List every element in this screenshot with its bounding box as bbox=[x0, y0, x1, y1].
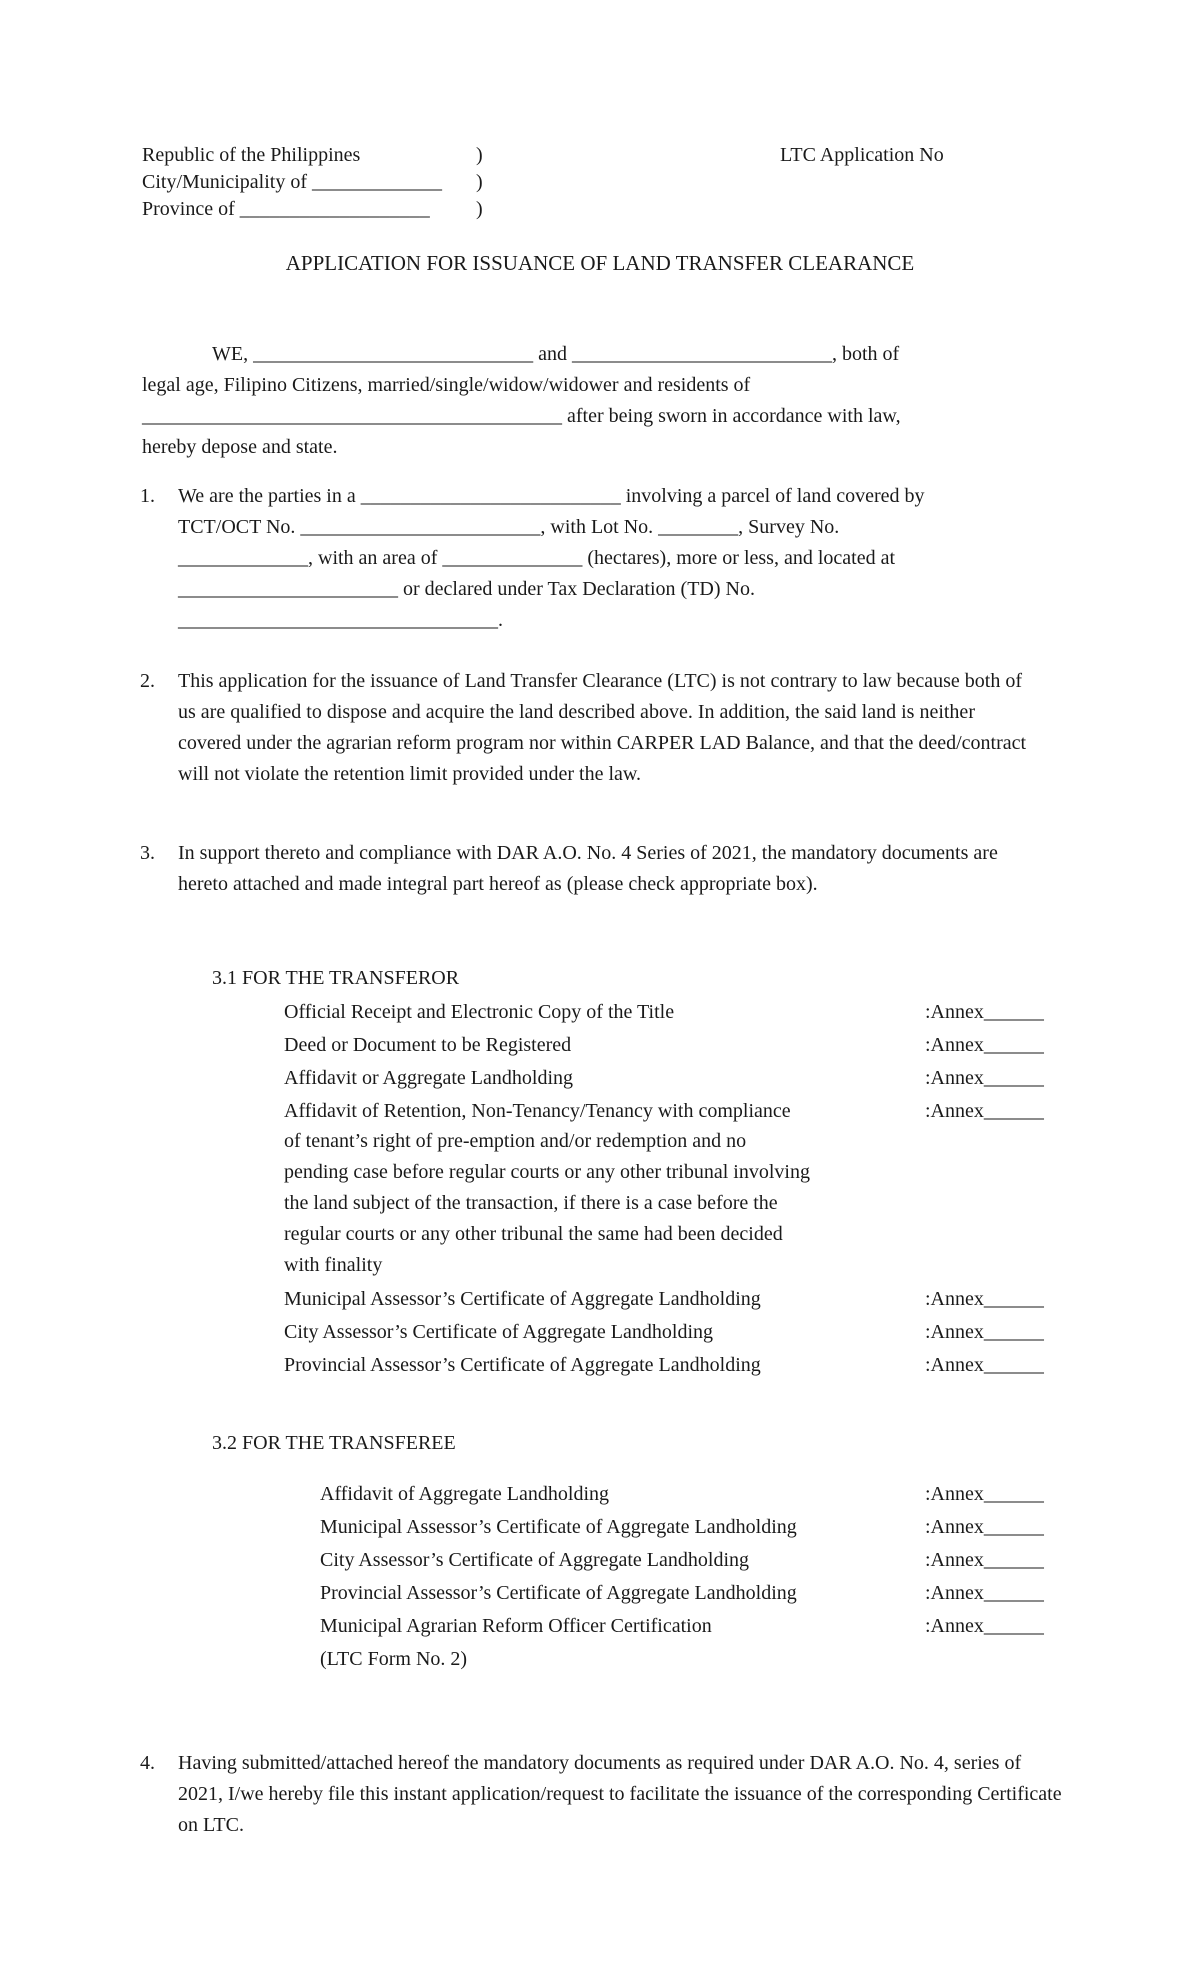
annex-blank[interactable]: :Annex______ bbox=[925, 1615, 1044, 1637]
item-line: ______________________ or declared under Tax Declaration (TD) No. bbox=[178, 578, 755, 600]
annex-blank[interactable]: :Annex______ bbox=[925, 1483, 1044, 1505]
annex-blank[interactable]: :Annex______ bbox=[925, 1321, 1044, 1343]
document-title: APPLICATION FOR ISSUANCE OF LAND TRANSFER CLEARANCE bbox=[285, 251, 915, 275]
transferor-doc: Deed or Document to be Registered bbox=[284, 1034, 572, 1056]
transferor-doc-continued: with finality bbox=[284, 1254, 383, 1276]
application-number-label: LTC Application No bbox=[780, 144, 944, 166]
item-line: ________________________________. bbox=[178, 609, 503, 631]
item-text: Having submitted/attached hereof the mandatory documents as required under DAR A.O. No. 4, series of 2021, I/we hereby file this instant application/request to facilitate the issuance of the corresponding Certificate on LTC. bbox=[178, 1752, 1062, 1836]
item-number: 4. bbox=[140, 1752, 155, 1774]
item-line: TCT/OCT No. ________________________, with Lot No. ________, Survey No. bbox=[178, 516, 840, 538]
transferor-doc: Affidavit of Retention, Non-Tenancy/Tenancy with compliance bbox=[284, 1100, 791, 1122]
intro-line: hereby depose and state. bbox=[142, 436, 338, 458]
intro-line: WE, ____________________________ and __________________________, both of bbox=[212, 343, 900, 365]
section-heading-transferee: 3.2 FOR THE TRANSFEREE bbox=[212, 1432, 456, 1454]
transferee-doc: Municipal Agrarian Reform Officer Certification bbox=[320, 1615, 712, 1637]
item-text: In support thereto and compliance with DAR A.O. No. 4 Series of 2021, the mandatory documents are hereto attached and made integral part hereof as (please check appropriate box). bbox=[178, 842, 998, 895]
transferee-doc: Provincial Assessor’s Certificate of Aggregate Landholding bbox=[320, 1582, 797, 1604]
transferee-doc: City Assessor’s Certificate of Aggregate Landholding bbox=[320, 1549, 749, 1571]
transferor-doc-continued: regular courts or any other tribunal the same had been decided bbox=[284, 1223, 783, 1245]
header-province: Province of ___________________ bbox=[142, 198, 430, 220]
transferor-doc-continued: pending case before regular courts or any other tribunal involving bbox=[284, 1161, 810, 1183]
transferor-doc: Official Receipt and Electronic Copy of the Title bbox=[284, 1001, 675, 1023]
intro-line: __________________________________________ after being sworn in accordance with law, bbox=[142, 405, 901, 427]
transferee-doc: Affidavit of Aggregate Landholding bbox=[320, 1483, 610, 1505]
annex-blank[interactable]: :Annex______ bbox=[925, 1516, 1044, 1538]
item-line: We are the parties in a __________________________ involving a parcel of land covered by bbox=[178, 485, 925, 507]
header-paren: ) bbox=[476, 144, 483, 166]
annex-blank[interactable]: :Annex______ bbox=[925, 1582, 1044, 1604]
annex-blank[interactable]: :Annex______ bbox=[925, 1549, 1044, 1571]
item-number: 2. bbox=[140, 670, 155, 692]
transferee-doc-continued: (LTC Form No. 2) bbox=[320, 1648, 468, 1670]
header-paren: ) bbox=[476, 171, 483, 193]
header-paren: ) bbox=[476, 198, 483, 220]
annex-blank[interactable]: :Annex______ bbox=[925, 1288, 1044, 1310]
annex-blank[interactable]: :Annex______ bbox=[925, 1001, 1044, 1023]
transferor-doc: Municipal Assessor’s Certificate of Aggregate Landholding bbox=[284, 1288, 761, 1310]
annex-blank[interactable]: :Annex______ bbox=[925, 1354, 1044, 1376]
transferor-doc: City Assessor’s Certificate of Aggregate Landholding bbox=[284, 1321, 713, 1343]
item-text: This application for the issuance of Land Transfer Clearance (LTC) is not contrary to law because both of us are qualified to dispose and acquire the land described above. In addition, the said land is neither covered under the agrarian reform program nor within CARPER LAD Balance, and that the deed/contract will not violate the retention limit provided under the law. bbox=[178, 670, 1027, 785]
transferor-doc-continued: of tenant’s right of pre-emption and/or redemption and no bbox=[284, 1130, 747, 1152]
transferor-doc-continued: the land subject of the transaction, if there is a case before the bbox=[284, 1192, 778, 1214]
annex-blank[interactable]: :Annex______ bbox=[925, 1034, 1044, 1056]
item-number: 3. bbox=[140, 842, 155, 864]
section-heading-transferor: 3.1 FOR THE TRANSFEROR bbox=[212, 967, 460, 989]
header-city: City/Municipality of _____________ bbox=[142, 171, 442, 193]
transferor-doc: Affidavit or Aggregate Landholding bbox=[284, 1067, 574, 1089]
intro-line: legal age, Filipino Citizens, married/single/widow/widower and residents of bbox=[142, 374, 751, 396]
item-number: 1. bbox=[140, 485, 155, 507]
annex-blank[interactable]: :Annex______ bbox=[925, 1100, 1044, 1122]
header-republic: Republic of the Philippines bbox=[142, 144, 361, 166]
annex-blank[interactable]: :Annex______ bbox=[925, 1067, 1044, 1089]
item-line: _____________, with an area of ______________ (hectares), more or less, and located at bbox=[178, 547, 896, 569]
transferor-doc: Provincial Assessor’s Certificate of Aggregate Landholding bbox=[284, 1354, 761, 1376]
transferee-doc: Municipal Assessor’s Certificate of Aggregate Landholding bbox=[320, 1516, 797, 1538]
